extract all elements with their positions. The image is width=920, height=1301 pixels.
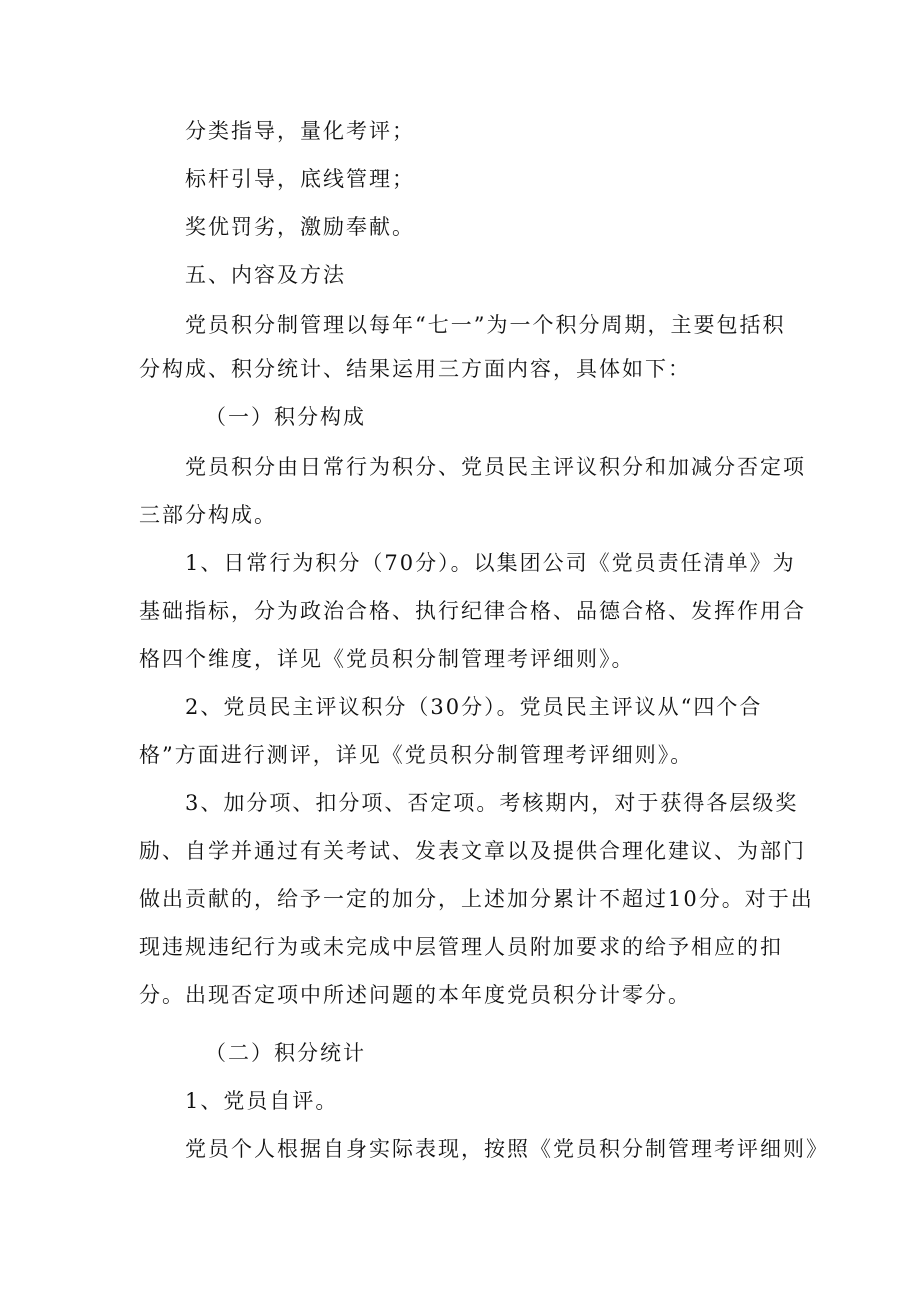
paragraph-line: 分。出现否定项中所述问题的本年度党员积分计零分。	[139, 983, 691, 1007]
paragraph-line: 党员个人根据自身实际表现，按照《党员积分制管理考评细则》	[185, 1137, 829, 1161]
paragraph-line: 格”方面进行测评，详见《党员积分制管理考评细则》。	[139, 743, 694, 767]
paragraph-line: 励、自学并通过有关考试、发表文章以及提供合理化建议、为部门	[139, 839, 806, 863]
principle-line-2: 标杆引导，底线管理；	[185, 167, 415, 191]
paragraph-line: 3、加分项、扣分项、否定项。考核期内，对于获得各层级奖	[185, 791, 799, 815]
paragraph-line: 1、党员自评。	[185, 1089, 339, 1113]
paragraph-line: 基础指标，分为政治合格、执行纪律合格、品德合格、发挥作用合	[139, 599, 806, 623]
section-heading-content-method: 五、内容及方法	[185, 263, 346, 287]
paragraph-line: 2、党员民主评议积分（30分）。党员民主评议从“四个合	[185, 695, 763, 719]
paragraph-line: 1、日常行为积分（70分）。以集团公司《党员责任清单》为	[185, 551, 796, 575]
paragraph-line: 党员积分由日常行为积分、党员民主评议积分和加减分否定项	[185, 455, 806, 479]
subheading-points-composition: （一）积分构成	[205, 405, 366, 429]
subheading-points-statistics: （二）积分统计	[205, 1041, 366, 1065]
paragraph-line: 格四个维度，详见《党员积分制管理考评细则》。	[139, 647, 635, 671]
principle-line-3: 奖优罚劣，激励奉献。	[185, 215, 415, 239]
principle-line-1: 分类指导，量化考评；	[185, 119, 415, 143]
paragraph-line: 党员积分制管理以每年“七一”为一个积分周期，主要包括积	[185, 313, 786, 337]
paragraph-line: 现违规违纪行为或未完成中层管理人员附加要求的给予相应的扣	[139, 935, 783, 959]
paragraph-line: 分构成、积分统计、结果运用三方面内容，具体如下：	[139, 357, 691, 381]
paragraph-line: 做出贡献的，给予一定的加分，上述加分累计不超过10分。对于出	[139, 887, 814, 911]
paragraph-line: 三部分构成。	[139, 503, 277, 527]
